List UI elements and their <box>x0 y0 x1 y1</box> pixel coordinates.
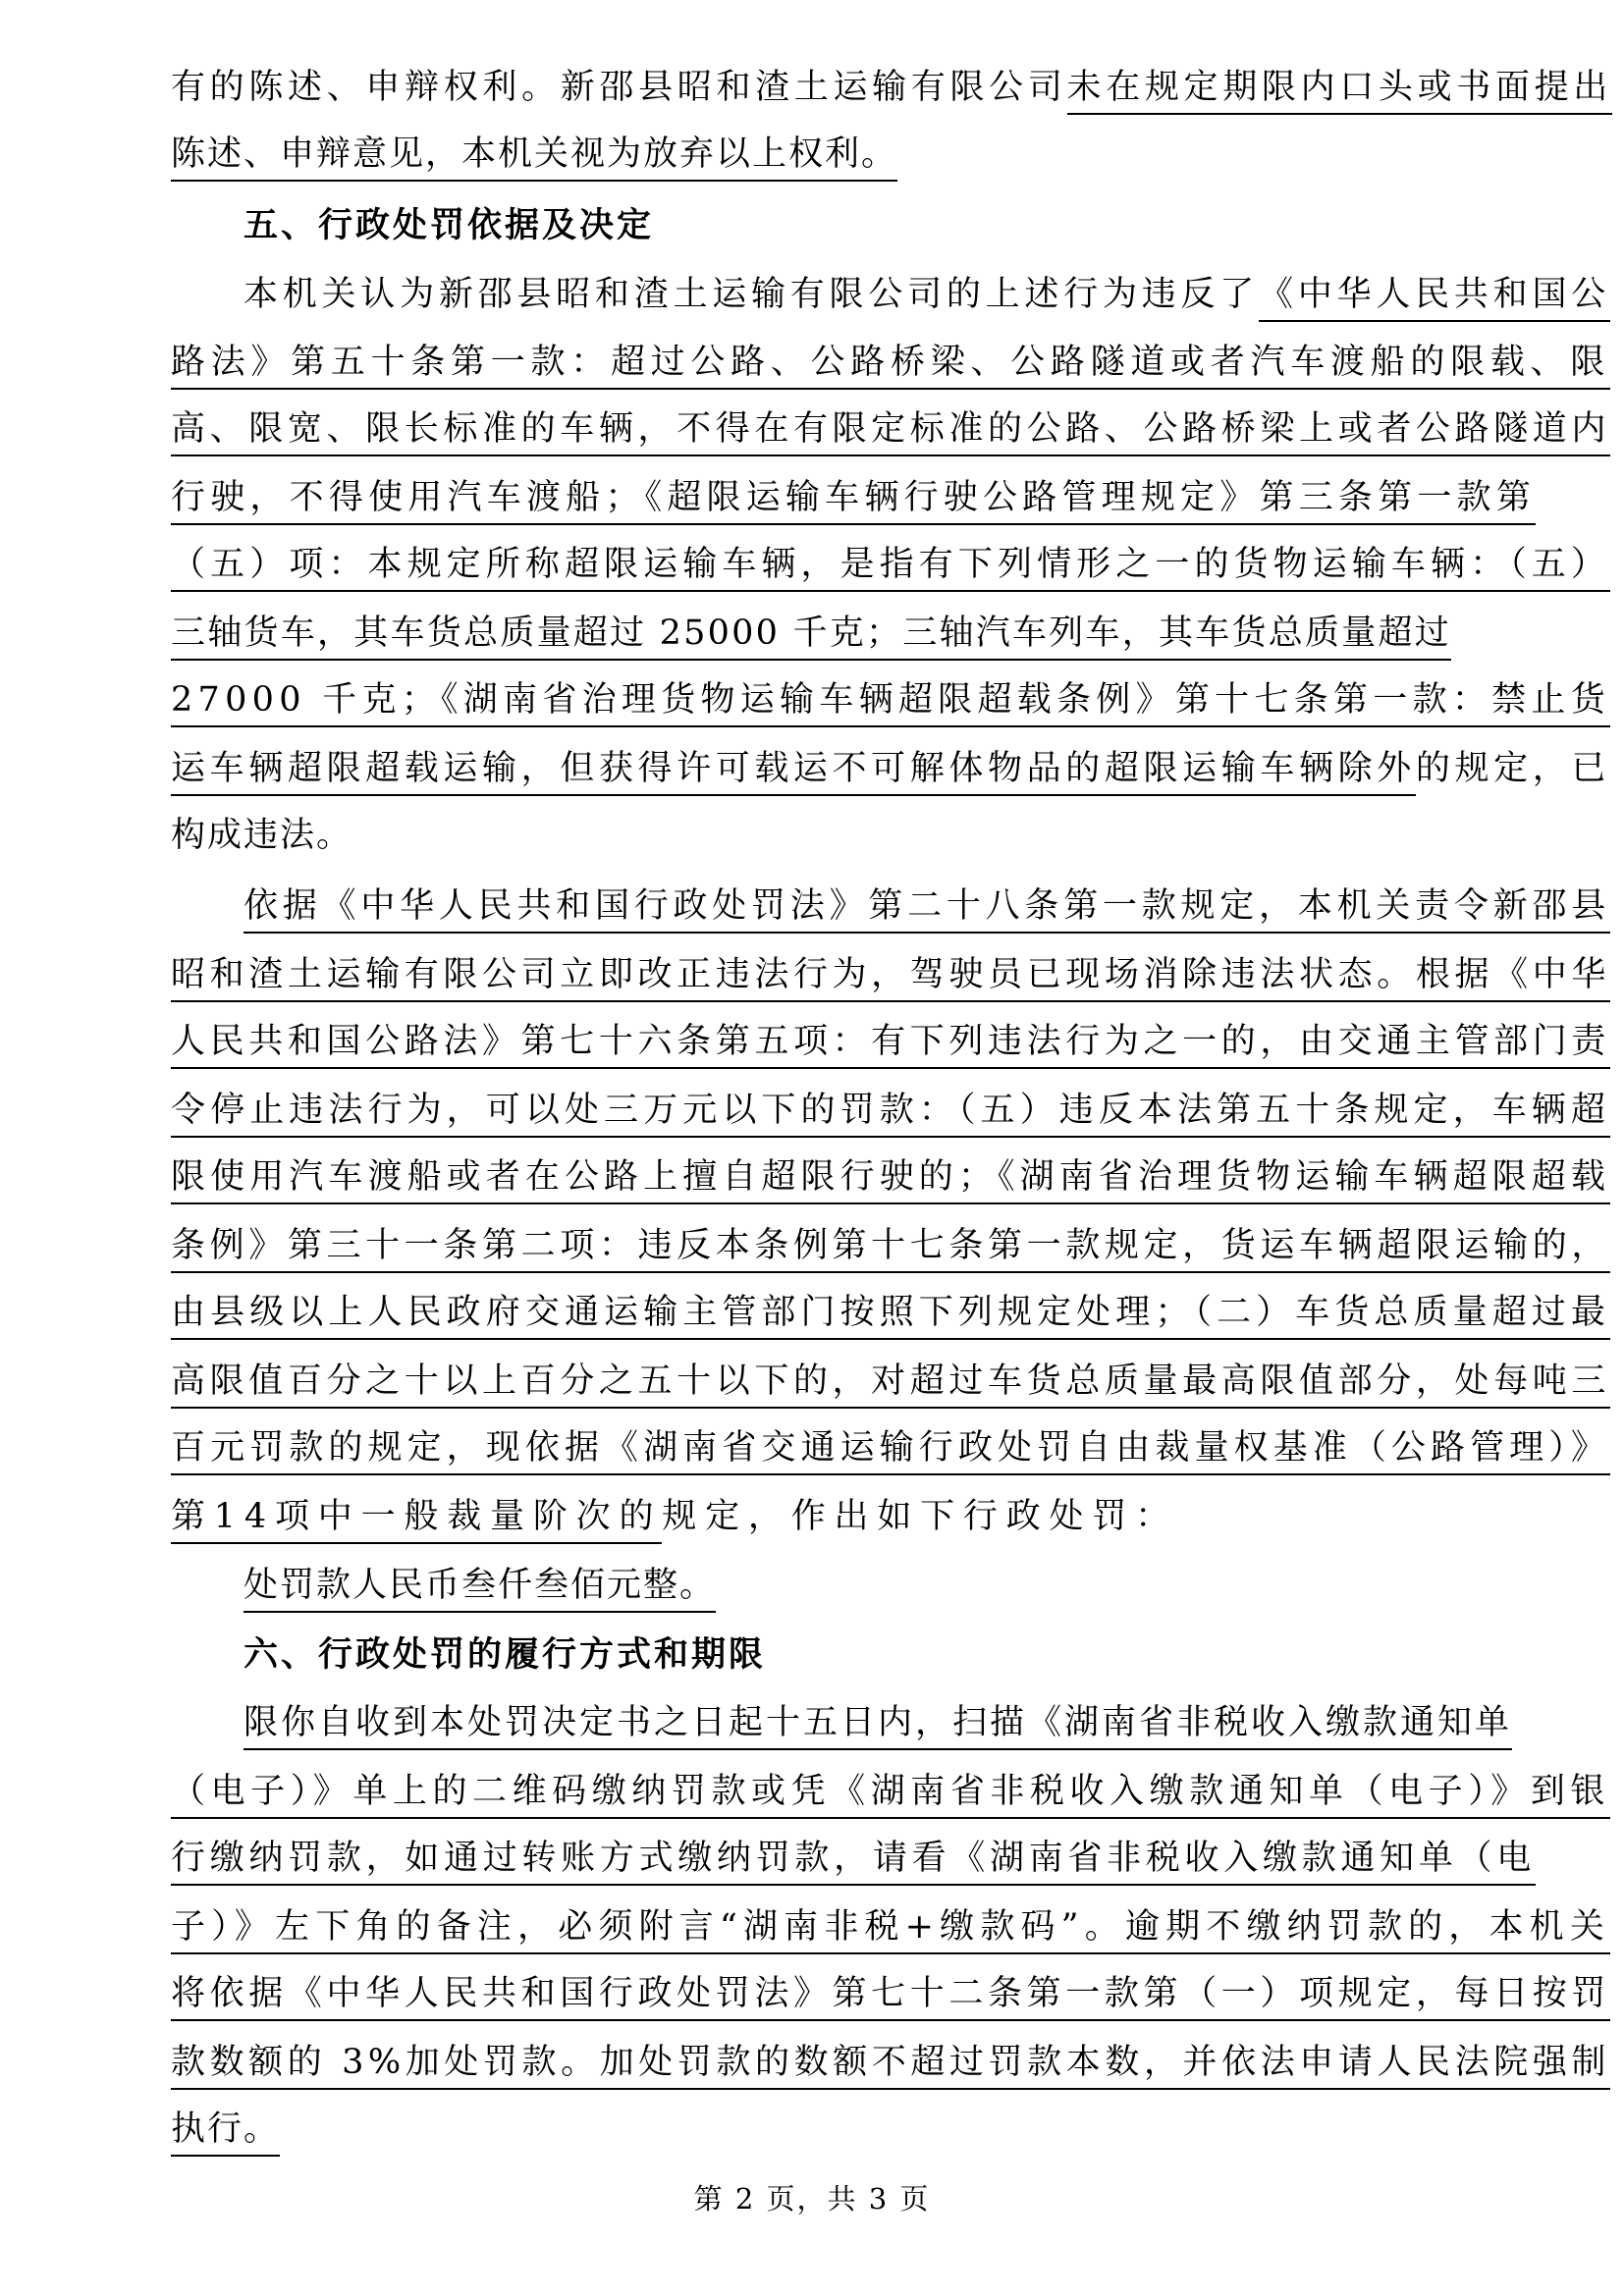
underlined-text: 依据《中华人民共和国行政处罚法》第二十八条第一款规定，本机关责令新邵县 <box>244 886 1610 934</box>
text-line <box>171 955 1610 994</box>
text-line <box>171 1293 1610 1332</box>
text-line <box>171 816 353 855</box>
text-line <box>171 1974 1610 2013</box>
underlined-text: 令停止违法行为，可以处三万元以下的罚款：（五）违反本法第五十条规定，车辆超 <box>171 1091 1610 1138</box>
underlined-text: 行驶，不得使用汽车渡船；《超限运输车辆行驶公路管理规定》第三条第一款第 <box>171 478 1536 525</box>
text-line <box>244 1703 1512 1742</box>
underlined-text: 《中华人民共和国公 <box>1259 275 1610 322</box>
underlined-text: 路法》第五十条第一款：超过公路、公路桥梁、公路隧道或者汽车渡船的限载、限 <box>171 343 1610 390</box>
text-line <box>171 409 1610 449</box>
underlined-text: 高、限宽、限长标准的车辆，不得在有限定标准的公路、公路桥梁上或者公路隧道内 <box>171 409 1610 456</box>
line-text: 的规定，已 <box>1415 749 1610 788</box>
underlined-text: 执行。 <box>171 2109 280 2157</box>
underlined-text: 人民共和国公路法》第七十六条第五项：有下列违法行为之一的，由交通主管部门责 <box>171 1022 1610 1069</box>
underlined-text: 处罚款人民币叁仟叁佰元整。 <box>244 1566 716 1613</box>
text-line <box>171 1364 1610 1399</box>
underlined-text: 限你自收到本处罚决定书之日起十五日内，扫描《湖南省非税收入缴款通知单 <box>244 1703 1512 1750</box>
line-text: 规定，作出如下行政处罚： <box>662 1497 1178 1536</box>
underlined-text: 高限值百分之十以上百分之五十以下的，对超过车货总质量最高限值部分，处每吨三 <box>171 1362 1610 1409</box>
text-line <box>171 616 1451 651</box>
text-line <box>171 1907 1610 1947</box>
text-line <box>244 275 1610 314</box>
text-line <box>171 545 1610 584</box>
text-line <box>171 749 1610 788</box>
line-text: 本机关认为新邵县昭和渣土运输有限公司的上述行为违反了 <box>244 275 1260 314</box>
underlined-text: 子）》左下角的备注，必须附言“湖南非税+缴款码”。逾期不缴纳罚款的，本机关 <box>171 1907 1610 1954</box>
line-text: 六、行政处罚的履行方式和期限 <box>244 1634 767 1675</box>
text-line <box>171 68 1612 107</box>
text-line <box>171 2109 281 2149</box>
text-line <box>244 1566 717 1605</box>
text-line <box>171 1428 1610 1468</box>
underlined-text: 条例》第三十一条第二项：违反本条例第十七条第一款规定，货运车辆超限运输的， <box>171 1226 1610 1273</box>
underlined-text: 第14项中一般裁量阶次的 <box>171 1497 662 1544</box>
line-text: 有的陈述、申辩权利。新邵县昭和渣土运输有限公司 <box>171 68 1067 107</box>
underlined-text: 27000 千克；《湖南省治理货物运输车辆超限超载条例》第十七条第一款：禁止货 <box>171 680 1610 727</box>
line-text: 五、行政处罚依据及决定 <box>244 205 655 245</box>
text-line <box>171 1772 1610 1811</box>
text-line <box>171 2043 1610 2082</box>
underlined-text: （电子）》单上的二维码缴纳罚款或凭《湖南省非税收入缴款通知单（电子）》到银 <box>171 1772 1610 1819</box>
section-heading <box>244 1634 767 1675</box>
text-line <box>171 134 897 174</box>
underlined-text: 昭和渣土运输有限公司立即改正违法行为，驾驶员已现场消除违法状态。根据《中华 <box>171 955 1610 1002</box>
text-line <box>171 1226 1610 1265</box>
underlined-text: （五）项：本规定所称超限运输车辆，是指有下列情形之一的货物运输车辆：（五） <box>171 545 1610 592</box>
underlined-text: 款数额的 3%加处罚款。加处罚款的数额不超过罚款本数，并依法申请人民法院强制 <box>171 2043 1610 2090</box>
underlined-text: 由县级以上人民政府交通运输主管部门按照下列规定处理；（二）车货总质量超过最 <box>171 1293 1610 1340</box>
text-line <box>171 1091 1610 1130</box>
text-line <box>171 1022 1610 1061</box>
underlined-text: 三轴货车，其车货总质量超过 25000 千克；三轴汽车列车，其车货总质量超过 <box>171 614 1451 661</box>
text-line <box>171 1157 1610 1197</box>
underlined-text: 将依据《中华人民共和国行政处罚法》第七十二条第一款第（一）项规定，每日按罚 <box>171 1974 1610 2021</box>
underlined-text: 现依据《湖南省交通运输行政处罚自由裁量权基准（公路管理）》 <box>486 1428 1610 1475</box>
text-line <box>171 1839 1536 1878</box>
underlined-text: 行缴纳罚款，如通过转账方式缴纳罚款，请看《湖南省非税收入缴款通知单（电 <box>171 1839 1536 1886</box>
text-line <box>171 1497 1178 1536</box>
underlined-text: 百元罚款的规定， <box>171 1428 486 1475</box>
section-heading <box>244 205 655 245</box>
underlined-text: 限使用汽车渡船或者在公路上擅自超限行驶的；《湖南省治理货物运输车辆超限超载 <box>171 1157 1610 1204</box>
text-line <box>171 680 1610 720</box>
text-line <box>171 478 1536 517</box>
text-line <box>171 343 1610 382</box>
text-line <box>244 886 1610 926</box>
page-footer: 第 2 页，共 3 页 <box>693 2182 931 2216</box>
line-text: 构成违法。 <box>171 816 353 855</box>
underlined-text: 运车辆超限超载运输，但获得许可载运不可解体物品的超限运输车辆除外 <box>171 749 1416 796</box>
underlined-text: 未在规定期限内口头或书面提出 <box>1067 68 1612 115</box>
underlined-text: 陈述、申辩意见，本机关视为放弃以上权利。 <box>171 134 897 182</box>
